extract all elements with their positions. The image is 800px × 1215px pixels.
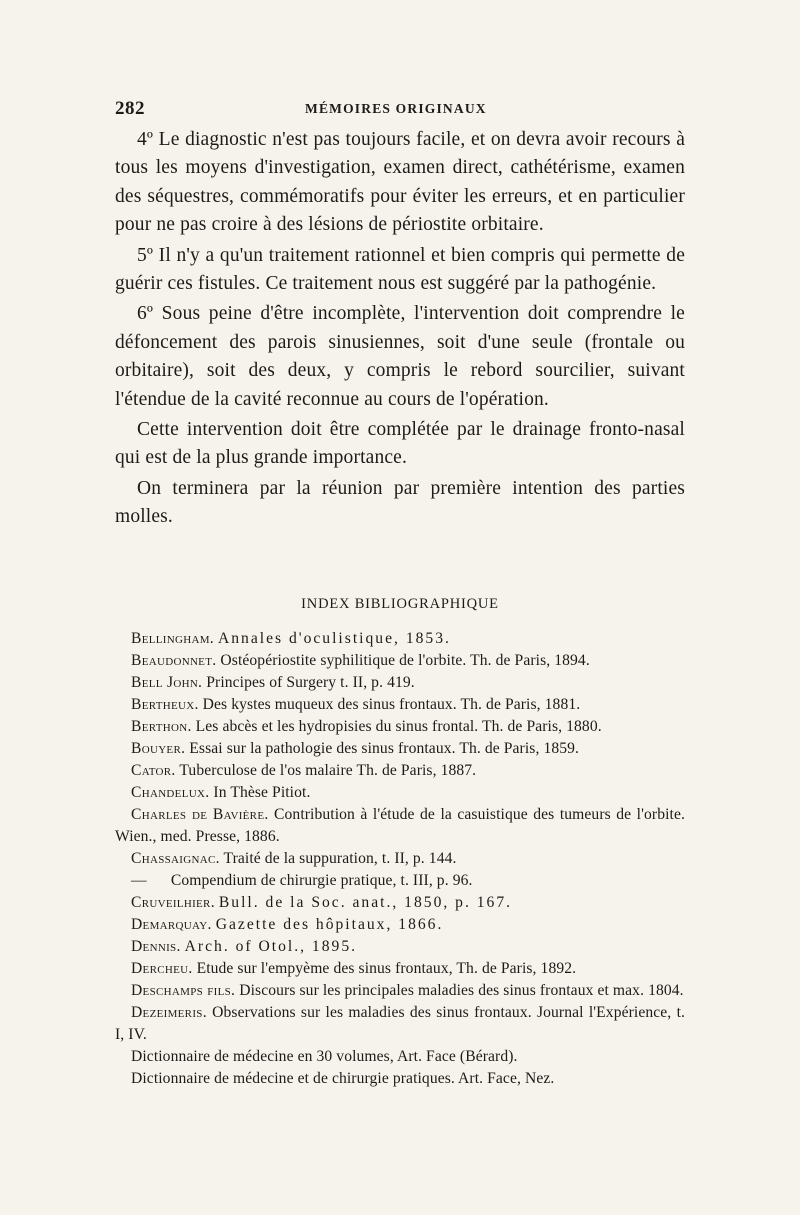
entry-author: Beaudonnet. (131, 652, 217, 669)
bibliography-entry (115, 694, 685, 716)
bibliography-entry (115, 738, 685, 760)
entry-text: Observations sur les maladies des sinus frontaux. Journal l'Expérience, t. I, IV. (115, 1004, 686, 1043)
entry-author: Bellingham. (131, 630, 214, 647)
page-header (115, 98, 685, 126)
page-number: 282 (115, 98, 145, 119)
bibliography-entry (115, 804, 685, 848)
entry-text: Des kystes muqueux des sinus frontaux. Th. de Paris, 1881. (202, 696, 581, 713)
entry-text: Tuberculose de l'os malaire Th. de Paris, 1887. (179, 762, 477, 779)
bibliography-entry (115, 1046, 685, 1068)
entry-text: Contribution à l'étude de la casuistique des tumeurs de l'orbite. Wien., med. Presse, 1886. (115, 806, 685, 845)
entry-text: Dictionnaire de médecine et de chirurgie pratiques. Art. Face, Nez. (131, 1070, 555, 1087)
entry-text: Ostéopériostite syphilitique de l'orbite. Th. de Paris, 1894. (220, 652, 590, 669)
bibliography-entry (115, 936, 685, 958)
entry-author: Cator. (131, 762, 176, 779)
body-text (115, 126, 685, 532)
bibliography-entry (115, 1002, 685, 1046)
entry-text: Dictionnaire de médecine en 30 volumes, Art. Face (Bérard). (131, 1048, 518, 1065)
bibliography-entry (115, 892, 685, 914)
entry-author: Bertheux. (131, 696, 199, 713)
paragraph-conclusion-4: 4º Le diagnostic n'est pas toujours facile, et on devra avoir recours à tous les moyens d'investigation, examen direct, cathétérisme, examen des séquestres, commémoratifs pour éviter les erreurs, et en particulier pour ne pas croire à des lésions de périostite orbitaire. (115, 129, 685, 236)
entry-author: Dercheu. (131, 960, 193, 977)
running-head: MÉMOIRES ORIGINAUX (305, 101, 487, 116)
entry-text: Arch. of Otol., 1895. (184, 938, 358, 955)
bibliography-entry (115, 672, 685, 694)
bibliography-list (115, 628, 685, 1090)
entry-text: Etude sur l'empyème des sinus frontaux, Th. de Paris, 1892. (196, 960, 577, 977)
entry-author: — (131, 872, 147, 889)
entry-text: Compendium de chirurgie pratique, t. III, p. 96. (170, 872, 473, 889)
entry-author: Chassaignac. (131, 850, 220, 867)
entry-text: Bull. de la Soc. anat., 1850, p. 167. (218, 894, 513, 911)
entry-text: Traité de la suppuration, t. II, p. 144. (223, 850, 457, 867)
bibliography-entry (115, 870, 685, 892)
entry-author: Dennis. (131, 938, 181, 955)
bibliography-entry (115, 650, 685, 672)
entry-author: Deschamps fils. (131, 982, 236, 999)
bibliography-entry (115, 628, 685, 650)
entry-author: Berthon. (131, 718, 192, 735)
entry-text: Discours sur les principales maladies des sinus frontaux et max. 1804. (239, 982, 684, 999)
entry-text: Annales d'oculistique, 1853. (217, 630, 451, 647)
bibliography-entry (115, 760, 685, 782)
paragraph-conclusion-6: 6º Sous peine d'être incomplète, l'intervention doit comprendre le défoncement des parois sinusiennes, soit d'une seule (frontale ou orbitaire), soit des deux, y compris le rebord sourcilier, suivant l'étendue de la cavité reconnue au cours de l'opération. (115, 303, 685, 410)
entry-author: Chandelux. (131, 784, 210, 801)
entry-text: Principes of Surgery t. II, p. 419. (206, 674, 415, 691)
entry-author: Bell John. (131, 674, 203, 691)
bibliography-entry (115, 848, 685, 870)
bibliography-entry (115, 980, 685, 1002)
paragraph-drainage: Cette intervention doit être complétée par le drainage fronto-nasal qui est de la plus grande importance. (115, 419, 685, 469)
bibliography-entry (115, 716, 685, 738)
paragraph-conclusion-5: 5º Il n'y a qu'un traitement rationnel et bien compris qui permette de guérir ces fistules. Ce traitement nous est suggéré par la pathogénie. (115, 244, 685, 295)
entry-author: Dezeimeris. (131, 1004, 207, 1021)
entry-text: Gazette des hôpitaux, 1866. (215, 916, 444, 933)
entry-text: In Thèse Pitiot. (213, 784, 311, 801)
paragraph-closure: On terminera par la réunion par première intention des parties molles. (115, 477, 685, 528)
bibliography-entry (115, 958, 685, 980)
entry-author: Cruveilhier. (131, 894, 215, 911)
entry-text: Essai sur la pathologie des sinus frontaux. Th. de Paris, 1859. (189, 740, 580, 757)
bibliography-entry (115, 1068, 685, 1090)
entry-text: Les abcès et les hydropisies du sinus frontal. Th. de Paris, 1880. (195, 718, 602, 735)
bibliography-entry (115, 914, 685, 936)
bibliography-entry (115, 782, 685, 804)
index-title: INDEX BIBLIOGRAPHIQUE (301, 596, 499, 612)
entry-author: Charles de Bavière. (131, 806, 269, 823)
entry-author: Demarquay. (131, 916, 212, 933)
entry-author: Bouyer. (131, 740, 186, 757)
